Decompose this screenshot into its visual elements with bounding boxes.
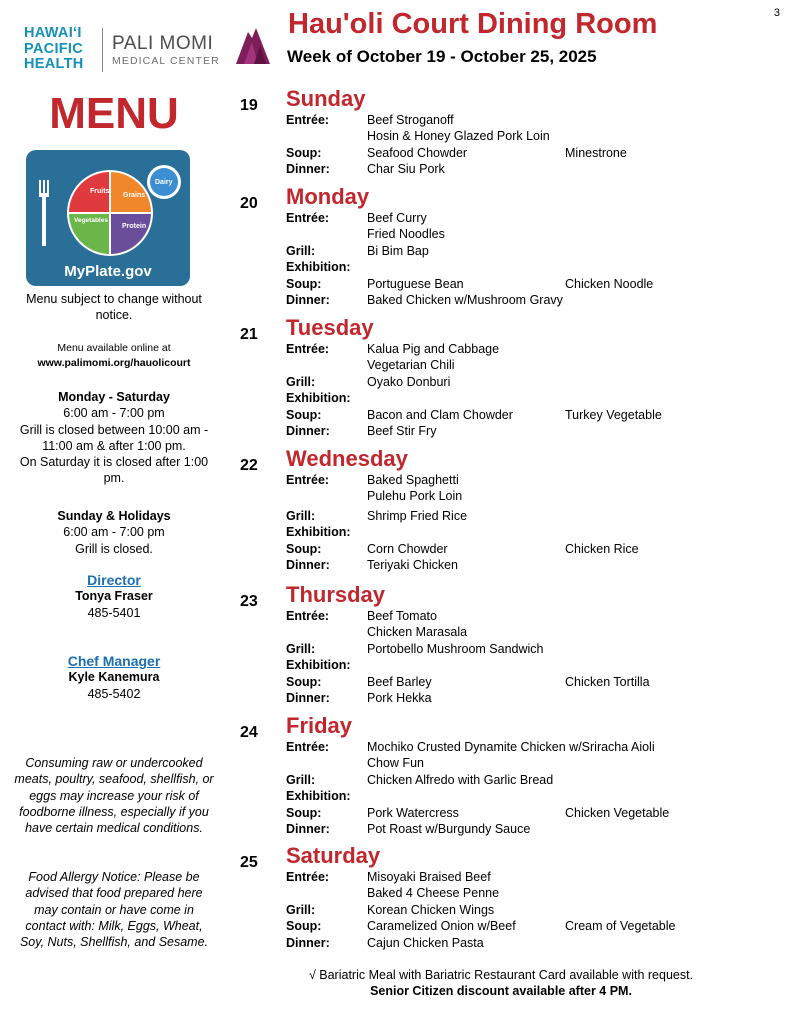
change-notice: Menu subject to change without notice. xyxy=(26,292,202,323)
menu-item: Beef Stroganoff xyxy=(367,113,454,127)
hospital-logo xyxy=(24,26,274,74)
grill-row: Grill: Oyako Donburi xyxy=(286,374,451,389)
day-number: 21 xyxy=(240,326,258,343)
entree-row xyxy=(286,128,786,144)
menu-item: Chicken Rice xyxy=(565,541,639,556)
exhibition-row: Exhibition: xyxy=(286,260,351,275)
menu-item: Corn Chowder xyxy=(367,541,448,556)
entree-row: Entrée: Baked Spaghetti xyxy=(286,473,459,487)
dinner-row: Dinner: Pork Hekka xyxy=(286,690,432,705)
entree-row xyxy=(286,624,786,640)
grill-row: Grill: Chicken Alfredo with Garlic Bread xyxy=(286,772,554,787)
dinner-row: Dinner: Pot Roast w/Burgundy Sauce xyxy=(286,821,531,836)
menu-item: Shrimp Fried Rice xyxy=(367,508,468,523)
bariatric-note: √ Bariatric Meal with Bariatric Restaurant Card available with request. xyxy=(308,968,694,982)
online-url-link[interactable]: www.palimomi.org/hauolicourt xyxy=(37,357,191,369)
menu-item: Kalua Pig and Cabbage xyxy=(367,342,500,356)
day-name: Saturday xyxy=(286,843,381,868)
page-number: 3 xyxy=(773,7,780,19)
menu-item: Beef Barley xyxy=(367,674,432,689)
menu-item: Bi Bim Bap xyxy=(367,243,429,258)
senior-discount-note: Senior Citizen discount available after 4 PM. xyxy=(370,984,632,998)
dinner-row: Dinner: Char Siu Pork xyxy=(286,162,445,177)
day-name: Monday xyxy=(286,184,370,209)
day-menu xyxy=(286,472,786,573)
menu-item: Minestrone xyxy=(565,145,627,160)
day-number: 19 xyxy=(240,97,258,114)
entree-row: Entrée: Beef Stroganoff xyxy=(286,113,454,127)
entree-row: Entrée: Beef Tomato xyxy=(286,609,437,623)
entree-row: Entrée: Mochiko Crusted Dynamite Chicken w/Sriracha Aioli xyxy=(286,740,655,754)
online-notice: Menu available online at www.palimomi.org/hauolicourt xyxy=(14,341,214,371)
dinner-row: Dinner: Beef Stir Fry xyxy=(286,423,437,438)
menu-item: Misoyaki Braised Beef xyxy=(367,870,491,884)
day-menu xyxy=(286,341,786,439)
dinner-row: Dinner: Cajun Chicken Pasta xyxy=(286,935,484,950)
entree-row xyxy=(286,226,786,242)
entree-row: Entrée: Misoyaki Braised Beef xyxy=(286,870,491,884)
entree-row: Entrée: Kalua Pig and Cabbage xyxy=(286,342,500,356)
day-menu xyxy=(286,210,786,308)
grill-row: Grill: Portobello Mushroom Sandwich xyxy=(286,641,544,656)
day-number: 22 xyxy=(240,457,258,474)
page-title: Hau'oli Court Dining Room xyxy=(288,8,658,40)
day-number: 20 xyxy=(240,195,258,212)
myplate-image xyxy=(26,150,190,286)
menu-item: Beef Stir Fry xyxy=(367,423,437,438)
menu-item: Hosin & Honey Glazed Pork Loin xyxy=(367,129,550,144)
day-name: Wednesday xyxy=(286,446,408,471)
menu-item: Teriyaki Chicken xyxy=(367,557,459,572)
dinner-row: Dinner: Teriyaki Chicken xyxy=(286,557,459,572)
dinner-row: Dinner: Baked Chicken w/Mushroom Gravy xyxy=(286,292,563,307)
week-range: Week of October 19 - October 25, 2025 xyxy=(287,47,597,66)
menu-item: Chow Fun xyxy=(367,756,424,771)
entree-row xyxy=(286,755,786,771)
menu-item: Char Siu Pork xyxy=(367,162,445,177)
day-name: Friday xyxy=(286,713,353,738)
menu-item: Fried Noodles xyxy=(367,227,445,242)
medical-center-wordmark: MEDICAL CENTER xyxy=(112,55,220,67)
myplate-grains-label: Grains xyxy=(123,192,146,199)
menu-item: Chicken Alfredo with Garlic Bread xyxy=(367,772,554,787)
menu-item: Chicken Noodle xyxy=(565,276,654,291)
director-link[interactable]: Director xyxy=(87,572,141,588)
entree-row: Entrée: Beef Curry xyxy=(286,211,427,225)
myplate-fruits-label: Fruits xyxy=(90,188,110,195)
menu-item: Seafood Chowder xyxy=(367,145,468,160)
day-number: 24 xyxy=(240,724,258,741)
allergy-notice: Food Allergy Notice: Please be advised that food prepared here may contain or have come in contact with: Milk, Eggs, Wheat, Soy, Nuts, Shellfish, and Sesame. xyxy=(19,870,209,950)
menu-item: Turkey Vegetable xyxy=(565,407,662,422)
menu-item: Cajun Chicken Pasta xyxy=(367,935,484,950)
menu-item: Pork Hekka xyxy=(367,690,432,705)
myplate-vegetables-label: Vegetables xyxy=(74,217,108,224)
menu-item: Beef Tomato xyxy=(367,609,437,623)
chef-manager-link[interactable]: Chef Manager xyxy=(67,653,161,669)
menu-item: Pot Roast w/Burgundy Sauce xyxy=(367,821,531,836)
exhibition-row: Exhibition: xyxy=(286,525,351,540)
grill-row: Grill: Bi Bim Bap xyxy=(286,243,429,258)
day-menu xyxy=(286,739,786,837)
menu-item: Bacon and Clam Chowder xyxy=(367,407,513,422)
soup-row: Soup: Portuguese Bean Chicken Noodle xyxy=(286,276,654,291)
hours-sunday: Sunday & Holidays 6:00 am - 7:00 pm Grill is closed. xyxy=(57,509,171,556)
soup-row: Soup: Seafood Chowder Minestrone xyxy=(286,145,627,160)
menu-item: Beef Curry xyxy=(367,211,427,225)
soup-row: Soup: Bacon and Clam Chowder Turkey Vegetable xyxy=(286,407,662,422)
menu-item: Portobello Mushroom Sandwich xyxy=(367,641,544,656)
day-name: Tuesday xyxy=(286,315,374,340)
mountain-logo-icon xyxy=(232,26,274,66)
exhibition-row: Exhibition: xyxy=(286,789,351,804)
myplate-protein-label: Protein xyxy=(122,223,147,230)
day-menu xyxy=(286,112,786,178)
day-menu xyxy=(286,869,786,951)
soup-row: Soup: Corn Chowder Chicken Rice xyxy=(286,541,639,556)
entree-row xyxy=(286,885,786,901)
soup-row: Soup: Beef Barley Chicken Tortilla xyxy=(286,674,650,689)
director-contact: Director Tonya Fraser 485-5401 xyxy=(14,572,214,621)
menu-item: Korean Chicken Wings xyxy=(367,902,495,917)
day-name: Sunday xyxy=(286,86,366,111)
day-number: 23 xyxy=(240,593,258,610)
menu-item: Baked Chicken w/Mushroom Gravy xyxy=(367,292,563,307)
grill-row: Grill: Shrimp Fried Rice xyxy=(286,508,468,523)
day-number: 25 xyxy=(240,854,258,871)
soup-row: Soup: Caramelized Onion w/Beef Cream of Vegetable xyxy=(286,919,676,934)
exhibition-row: Exhibition: xyxy=(286,658,351,673)
menu-item: Baked 4 Cheese Penne xyxy=(367,886,500,901)
grill-row: Grill: Korean Chicken Wings xyxy=(286,902,495,917)
menu-item: Cream of Vegetable xyxy=(565,919,676,934)
menu-item: Portuguese Bean xyxy=(367,276,464,291)
day-menu xyxy=(286,608,786,706)
menu-item: Baked Spaghetti xyxy=(367,473,459,487)
pali-momi-wordmark: PALI MOMI xyxy=(112,33,214,54)
day-name: Thursday xyxy=(286,582,386,607)
footer-notes xyxy=(236,967,766,999)
menu-heading: MENU xyxy=(49,89,179,138)
menu-item: Vegetarian Chili xyxy=(367,358,455,373)
hours-weekday: Monday - Saturday 6:00 am - 7:00 pm Grill is closed between 10:00 am - 11:00 am & after 1:00 pm. On Saturday it is closed after 1:00 pm. xyxy=(19,390,209,486)
menu-item: Oyako Donburi xyxy=(367,374,451,389)
menu-item: Mochiko Crusted Dynamite Chicken w/Sriracha Aioli xyxy=(367,740,655,754)
logo-divider xyxy=(102,28,103,72)
menu-item: Pulehu Pork Loin xyxy=(367,489,463,504)
menu-item: Pork Watercress xyxy=(367,805,459,820)
myplate-dairy-label: Dairy xyxy=(155,179,173,186)
hawaii-pacific-health-wordmark: HAWAIʻI PACIFIC HEALTH xyxy=(24,25,84,72)
soup-row: Soup: Pork Watercress Chicken Vegetable xyxy=(286,805,670,820)
menu-item: Chicken Marasala xyxy=(367,625,468,640)
foodborne-warning: Consuming raw or undercooked meats, poultry, seafood, shellfish, or eggs may increase your risk of foodborne illness, especially if you have certain medical conditions. xyxy=(14,756,214,836)
entree-row xyxy=(286,357,786,373)
myplate-label: MyPlate.gov xyxy=(64,263,152,280)
menu-item: Chicken Vegetable xyxy=(565,805,670,820)
exhibition-row: Exhibition: xyxy=(286,391,351,406)
menu-item: Caramelized Onion w/Beef xyxy=(367,919,516,934)
entree-row xyxy=(286,488,786,504)
menu-item: Chicken Tortilla xyxy=(565,674,650,689)
chef-contact: Chef Manager Kyle Kanemura 485-5402 xyxy=(14,653,214,702)
